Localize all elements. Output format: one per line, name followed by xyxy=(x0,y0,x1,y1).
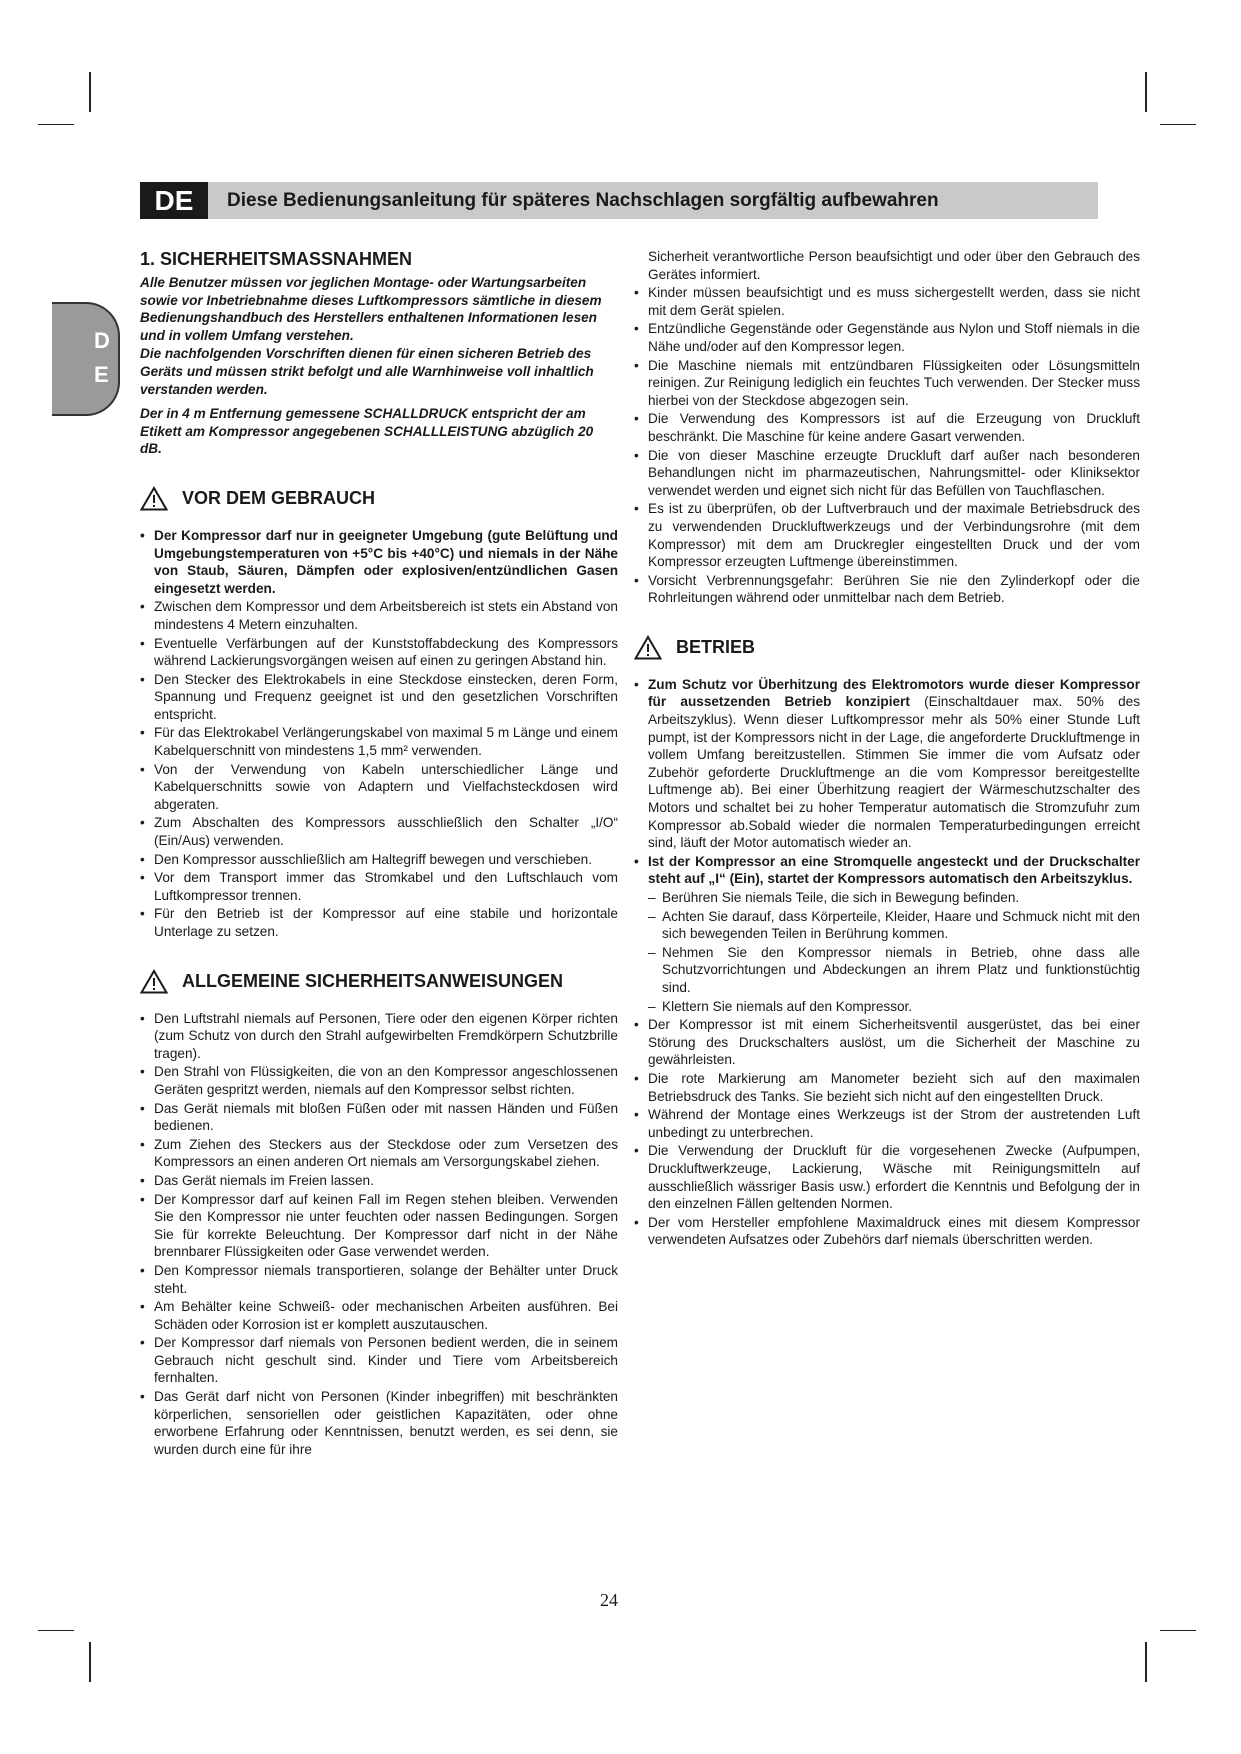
list-item: • Vorsicht Verbrennungsgefahr: Berühren Sie nie den Zylinderkopf oder die Rohrleitungen während oder unmittelbar nach dem Betrieb. xyxy=(634,572,1140,607)
list-item: • Den Kompressor ausschließlich am Haltegriff bewegen und verschieben. xyxy=(140,851,618,869)
list-item: • Für den Betrieb ist der Kompressor auf eine stabile und horizontale Unterlage zu setzen. xyxy=(140,905,618,940)
section-heading-text: ALLGEMEINE SICHERHEITSANWEISUNGEN xyxy=(182,971,564,992)
list-item-bold: Zum Schutz vor Überhitzung des Elektromotors wurde dieser Kompressor für aussetzenden Betrieb konzipiert xyxy=(648,676,1140,710)
section-title: 1. SICHERHEITSMASSNAHMEN xyxy=(140,249,413,269)
list-item: • Zum Abschalten des Kompressors ausschließlich den Schalter „I/O“ (Ein/Aus) verwenden. xyxy=(140,814,618,849)
crop-mark xyxy=(89,72,91,112)
list-item: • Die Verwendung des Kompressors ist auf die Erzeugung von Druckluft beschränkt. Die Maschine für keine andere Gasart verwenden. xyxy=(634,410,1140,445)
bullet-list xyxy=(140,1010,618,1459)
intro-paragraph: Alle Benutzer müssen vor jeglichen Montage- oder Wartungsarbeiten sowie vor Inbetriebnahme dieses Luftkompressors sämtliche in diesem Bedienungshandbuch des Herstellers enthaltenen Informationen lesen und in vollem Umfang verstehen. xyxy=(140,275,602,343)
list-item: • Die Maschine niemals mit entzündbaren Flüssigkeiten oder Lösungsmitteln reinigen. Zur Reinigung lediglich ein feuchtes Tuch verwenden. Der Stecker muss hierbei von der Steckdose abgezogen sein. xyxy=(634,357,1140,410)
language-code-badge: DE xyxy=(140,182,208,219)
section-heading-text: BETRIEB xyxy=(676,637,756,658)
list-item: • Den Strahl von Flüssigkeiten, die von an den Kompressor angeschlossenen Geräten gespritzt werden, niemals auf den Kompressor selbst richten. xyxy=(140,1063,618,1098)
list-item: • Das Gerät darf nicht von Personen (Kinder inbegriffen) mit beschränkten körperlichen, sensoriellen oder geistlichen Kapazitäten, oder ohne erworbene Erfahrung oder Kenntnissen, benutzt werden, es sei denn, sie wurden durch eine für ihre xyxy=(140,1388,618,1458)
header-title: Diese Bedienungsanleitung für späteres Nachschlagen sorgfältig aufbewahren xyxy=(227,190,939,211)
right-column xyxy=(634,248,1140,1250)
list-item: • Entzündliche Gegenstände oder Gegenstände aus Nylon und Stoff niemals in die Nähe und/oder auf den Kompressor legen. xyxy=(634,320,1140,355)
section-heading xyxy=(140,969,618,994)
warning-icon xyxy=(634,635,662,660)
list-item: • Das Gerät niemals im Freien lassen. xyxy=(140,1172,618,1190)
list-item: • Während der Montage eines Werkzeugs ist der Strom der austretenden Luft unbedingt zu unterbrechen. xyxy=(634,1106,1140,1141)
list-item: • Zwischen dem Kompressor und dem Arbeitsbereich ist stets ein Abstand von mindestens 4 Metern einzuhalten. xyxy=(140,598,618,633)
section-heading-text: VOR DEM GEBRAUCH xyxy=(182,488,376,509)
dash-item: – Achten Sie darauf, dass Körperteile, Kleider, Haare und Schmuck nicht mit den sich bewegenden Teilen in Berührung kommen. xyxy=(634,908,1140,943)
list-item: • Es ist zu überprüfen, ob der Luftverbrauch und der maximale Betriebsdruck des zu verwendenden Druckluftwerkzeugs und der Verbindungsrohre (mit dem Kompressor) mit dem am Druckregler eingestellten Druck und der vom Kompressor erzeugten Luftmenge übereinstimmen. xyxy=(634,500,1140,570)
list-item: • Zum Ziehen des Steckers aus der Steckdose oder zum Versetzen des Kompressors an einen anderen Ort niemals am Versorgungskabel ziehen. xyxy=(140,1136,618,1171)
bullet-list xyxy=(140,527,618,941)
list-item: • Den Luftstrahl niemals auf Personen, Tiere oder den eigenen Körper richten (zum Schutz von durch den Strahl aufgewirbelten Fremdkörpern Schutzbrille tragen). xyxy=(140,1010,618,1063)
list-item: • Vor dem Transport immer das Stromkabel und den Luftschlauch vom Luftkompressor trennen. xyxy=(140,869,618,904)
dash-item: – Berühren Sie niemals Teile, die sich in Bewegung befinden. xyxy=(634,889,1140,907)
bullet-list xyxy=(634,248,1140,607)
list-item: • Kinder müssen beaufsichtigt und es muss sichergestellt werden, dass sie nicht mit dem Gerät spielen. xyxy=(634,284,1140,319)
warning-icon xyxy=(140,486,168,511)
list-item: • Der Kompressor darf nur in geeigneter Umgebung (gute Belüftung und Umgebungstemperaturen von +5°C bis +40°C) und niemals in der Nähe von Staub, Säuren, Dämpfen oder explosiven/entzündlichen Gasen eingesetzt werden. xyxy=(140,527,618,597)
intro-paragraph: Die nachfolgenden Vorschriften dienen für einen sicheren Betrieb des Geräts und müssen strikt befolgt und alle Warnhinweise voll inhaltlich verstanden werden. xyxy=(140,346,594,397)
list-item: • Das Gerät niemals mit bloßen Füßen oder mit nassen Händen und Füßen bedienen. xyxy=(140,1100,618,1135)
list-item: • Von der Verwendung von Kabeln unterschiedlicher Länge und Kabelquerschnitts sowie von Adaptern und Vielfachsteckdosen wird abgeraten. xyxy=(140,761,618,814)
list-item: • Der vom Hersteller empfohlene Maximaldruck eines mit diesem Kompressor verwendeten Aufsatzes oder Zubehörs darf niemals überschritten werden. xyxy=(634,1214,1140,1249)
intro-block xyxy=(140,274,618,458)
list-item: • Die Verwendung der Druckluft für die vorgesehenen Zwecke (Aufpumpen, Druckluftwerkzeuge, Lackierung, Wäsche mit Reinigungsmitteln auf ausschließlich wässriger Basis usw.) erfordert die Kenntnis und Befolgung der in den einzelnen Fällen geltenden Normen. xyxy=(634,1142,1140,1212)
list-item: • Den Kompressor niemals transportieren, solange der Behälter unter Druck steht. xyxy=(140,1262,618,1297)
crop-mark xyxy=(38,124,74,125)
warning-icon xyxy=(140,969,168,994)
list-item: • Für das Elektrokabel Verlängerungskabel von maximal 5 m Länge und einem Kabelquerschnitt von mindestens 1,5 mm² verwenden. xyxy=(140,724,618,759)
list-item: • Den Stecker des Elektrokabels in eine Steckdose einstecken, deren Form, Spannung und Frequenz geeignet ist und den gesetzlichen Vorschriften entspricht. xyxy=(140,671,618,724)
intro-paragraph: Der in 4 m Entfernung gemessene SCHALLDRUCK entspricht der am Etikett am Kompressor angegebenen SCHALLLEISTUNG abzüglich 20 dB. xyxy=(140,406,594,457)
header-bar xyxy=(140,182,1098,219)
list-item-text: (Einschaltdauer max. 50% des Arbeitszyklus). Wenn dieser Luftkompressor mehr als 50% einer Stunde Luft pumpt, ist der Kompressors nicht in der Lage, die angeforderte Druckluftmenge in vollem Umfang bereitzustellen. Stimmen Sie immer die vom Aufsatz oder Zubehör geforderte Druckluftmenge an die vom Kompressor bereitgestellte Luftmenge ab). Bei einer Überhitzung reagiert der Wärmeschutzschalter des Motors und schaltet bei zu hoher Temperatur automatisch die Stromzufuhr zum Kompressor ab.Sobald wieder die normalen Temperaturbedingungen erreicht sind, läuft der Motor automatisch wieder an. xyxy=(648,694,1140,851)
side-tab-letter: E xyxy=(94,362,109,387)
crop-mark xyxy=(1145,72,1147,112)
language-side-tab xyxy=(52,302,120,416)
list-item: • Ist der Kompressor an eine Stromquelle angesteckt und der Druckschalter steht auf „I“ (Ein), startet der Kompressors automatisch den Arbeitszyklus. xyxy=(634,853,1140,888)
list-item: • Der Kompressor darf auf keinen Fall im Regen stehen bleiben. Verwenden Sie den Kompressor nie unter feuchten oder nassen Bedingungen. Sorgen Sie für korrekte Beleuchtung. Der Kompressor darf nicht in der Nähe brennbarer Flüssigkeiten oder Gase verwendet werden. xyxy=(140,1191,618,1261)
crop-mark xyxy=(1160,124,1196,125)
dash-item: – Klettern Sie niemals auf den Kompressor. xyxy=(634,998,1140,1016)
dash-item: – Nehmen Sie den Kompressor niemals in Betrieb, ohne dass alle Schutzvorrichtungen und Abdeckungen an ihrem Platz und funktionstüchtig sind. xyxy=(634,944,1140,997)
section-heading xyxy=(634,635,1140,660)
list-item xyxy=(634,676,1140,852)
list-item-continuation: Sicherheit verantwortliche Person beaufsichtigt und oder über den Gebrauch des Gerätes informiert. xyxy=(648,249,1140,282)
section-heading xyxy=(140,486,618,511)
bullet-list xyxy=(634,676,1140,1249)
list-item: • Die rote Markierung am Manometer bezieht sich auf den maximalen Betriebsdruck des Tanks. Sie bezieht sich nicht auf den eingestellten Druck. xyxy=(634,1070,1140,1105)
crop-mark xyxy=(1145,1642,1147,1682)
list-item: • Der Kompressor ist mit einem Sicherheitsventil ausgerüstet, das bei einer Störung des Druckschalters auslöst, um die Sicherheit der Maschine zu gewährleisten. xyxy=(634,1016,1140,1069)
crop-mark xyxy=(89,1642,91,1682)
list-item: • Eventuelle Verfärbungen auf der Kunststoffabdeckung des Kompressors während Lackierungsvorgängen weisen auf einen zu geringen Abstand hin. xyxy=(140,635,618,670)
crop-mark xyxy=(38,1630,74,1631)
list-item: • Der Kompressor darf niemals von Personen bedient werden, die in seinem Gebrauch nicht geschult sind. Kinder und Tiere vom Arbeitsbereich fernhalten. xyxy=(140,1334,618,1387)
page-number: 24 xyxy=(600,1590,618,1610)
side-tab-letter: D xyxy=(94,328,110,353)
list-item: • Am Behälter keine Schweiß- oder mechanischen Arbeiten ausführen. Bei Schäden oder Korrosion ist er komplett auszutauschen. xyxy=(140,1298,618,1333)
crop-mark xyxy=(1160,1630,1196,1631)
left-column xyxy=(140,248,618,1459)
list-item: • Die von dieser Maschine erzeugte Druckluft darf außer nach besonderen Behandlungen nicht im pharmazeutischen, Nahrungsmittel- oder Kliniksektor verwendet werden und eignet sich nicht für das Befüllen von Tauchflaschen. xyxy=(634,447,1140,500)
